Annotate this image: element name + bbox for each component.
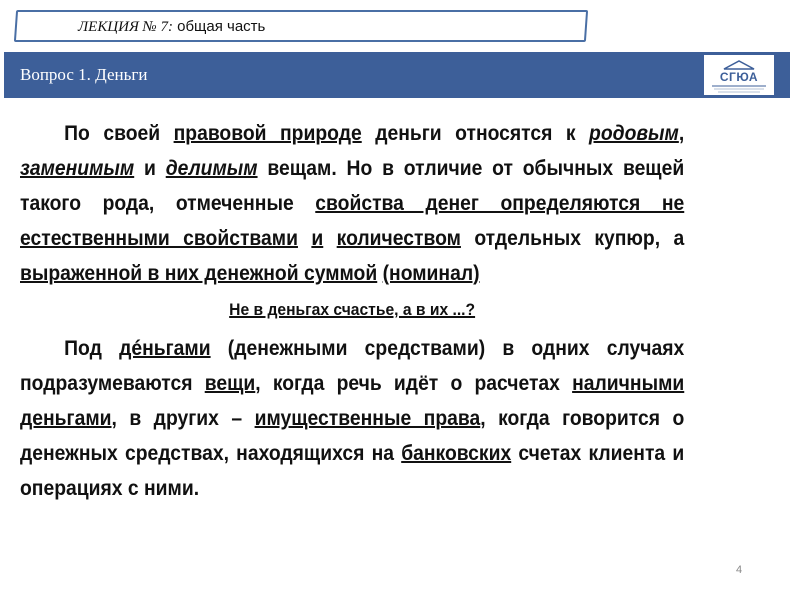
- university-logo: [704, 55, 774, 95]
- slide-content: [20, 116, 684, 506]
- header-bar: [4, 52, 790, 98]
- paragraph-legal-nature: По своей правовой природе деньги относятся к родовым, заменимым и делимым вещам. Но в отличие от обычных вещей такого рода, отмеченные свойства денег определяются не естественными свойствами и количеством отдельных купюр, а выраженной в них денежной суммой (номинал): [20, 122, 685, 285]
- proverb-line: Не в деньгах счастье, а в их ...?: [229, 300, 476, 319]
- logo-text: СГЮА: [719, 70, 759, 84]
- paragraph-money-meaning: Под дéньгами (денежными средствами) в одних случаях подразумеваются вещи, когда речь идёт о расчетах наличными деньгами, в других – имущественные права, когда говорится о денежных средствах, находящихся на банковских счетах клиента и операциях с ними.: [20, 337, 685, 500]
- lecture-title-prefix: ЛЕКЦИЯ № 7:: [78, 19, 173, 35]
- lecture-title: [78, 18, 265, 36]
- section-title: Вопрос 1. Деньги: [20, 65, 148, 84]
- page-number: 4: [736, 564, 743, 576]
- lecture-title-rest: общая часть: [172, 18, 266, 35]
